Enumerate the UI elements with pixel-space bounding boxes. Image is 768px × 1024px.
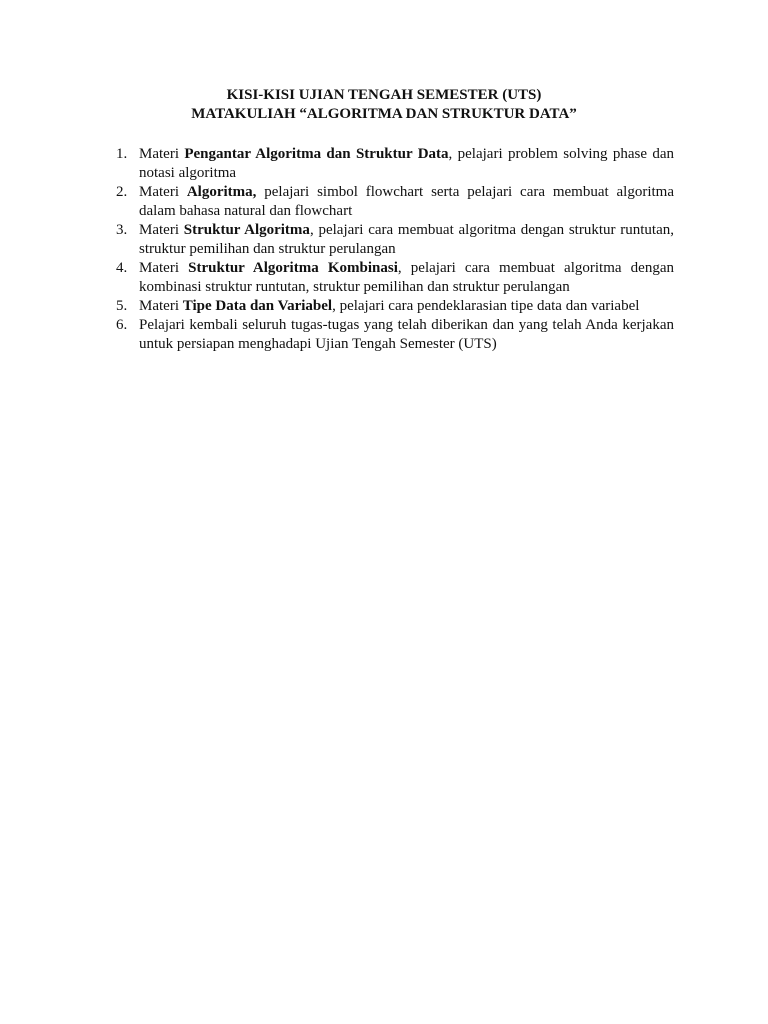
list-item [112, 297, 674, 316]
item-number: 5. [116, 298, 128, 314]
title-line-2: MATAKULIAH “ALGORITMA DAN STRUKTUR DATA” [191, 106, 577, 122]
title-line-1: KISI-KISI UJIAN TENGAH SEMESTER (UTS) [226, 87, 542, 103]
item-text [139, 297, 674, 316]
item-text [139, 259, 674, 297]
item-text-post: , pelajari cara membuat algoritma dengan struktur runtutan, struktur pemilihan dan struktur perulangan [139, 222, 675, 257]
list-item [112, 183, 674, 221]
item-number: 4. [116, 260, 128, 276]
item-number: 3. [116, 222, 128, 238]
item-text-post: pelajari simbol flowchart serta pelajari cara membuat algoritma dalam bahasa natural dan flowchart [139, 184, 674, 219]
document-title [0, 86, 768, 124]
item-text-pre: Materi [139, 146, 185, 162]
item-number: 1. [116, 146, 128, 162]
study-material-list [112, 145, 674, 354]
item-text [139, 316, 674, 354]
list-item [112, 259, 674, 297]
item-text [139, 145, 674, 183]
item-text [139, 183, 674, 221]
item-text-pre: Materi [139, 222, 184, 238]
item-text-pre: Pelajari kembali seluruh tugas-tugas yang telah diberikan dan yang telah Anda kerjakan untuk persiapan menghadapi Ujian Tengah Semester (UTS) [139, 317, 674, 352]
item-text-post: , pelajari cara membuat algoritma dengan kombinasi struktur runtutan, struktur pemilihan dan struktur perulangan [139, 260, 674, 295]
list-item [112, 221, 674, 259]
item-text [139, 221, 674, 259]
item-text-bold: Struktur Algoritma [183, 222, 310, 238]
list-item [112, 145, 674, 183]
item-text-bold: Pengantar Algoritma dan Struktur Data [184, 146, 449, 162]
item-text-post: , pelajari cara pendeklarasian tipe data dan variabel [332, 298, 640, 314]
item-text-bold: Algoritma, [186, 184, 257, 200]
list-item [112, 316, 674, 354]
item-text-bold: Tipe Data dan Variabel [182, 298, 333, 314]
item-text-bold: Struktur Algoritma Kombinasi [188, 260, 398, 276]
item-number: 2. [116, 184, 128, 200]
item-text-pre: Materi [139, 184, 187, 200]
item-text-post: , pelajari problem solving phase dan notasi algoritma [139, 146, 674, 181]
item-text-pre: Materi [139, 260, 189, 276]
item-number: 6. [116, 317, 128, 333]
item-text-pre: Materi [139, 298, 183, 314]
